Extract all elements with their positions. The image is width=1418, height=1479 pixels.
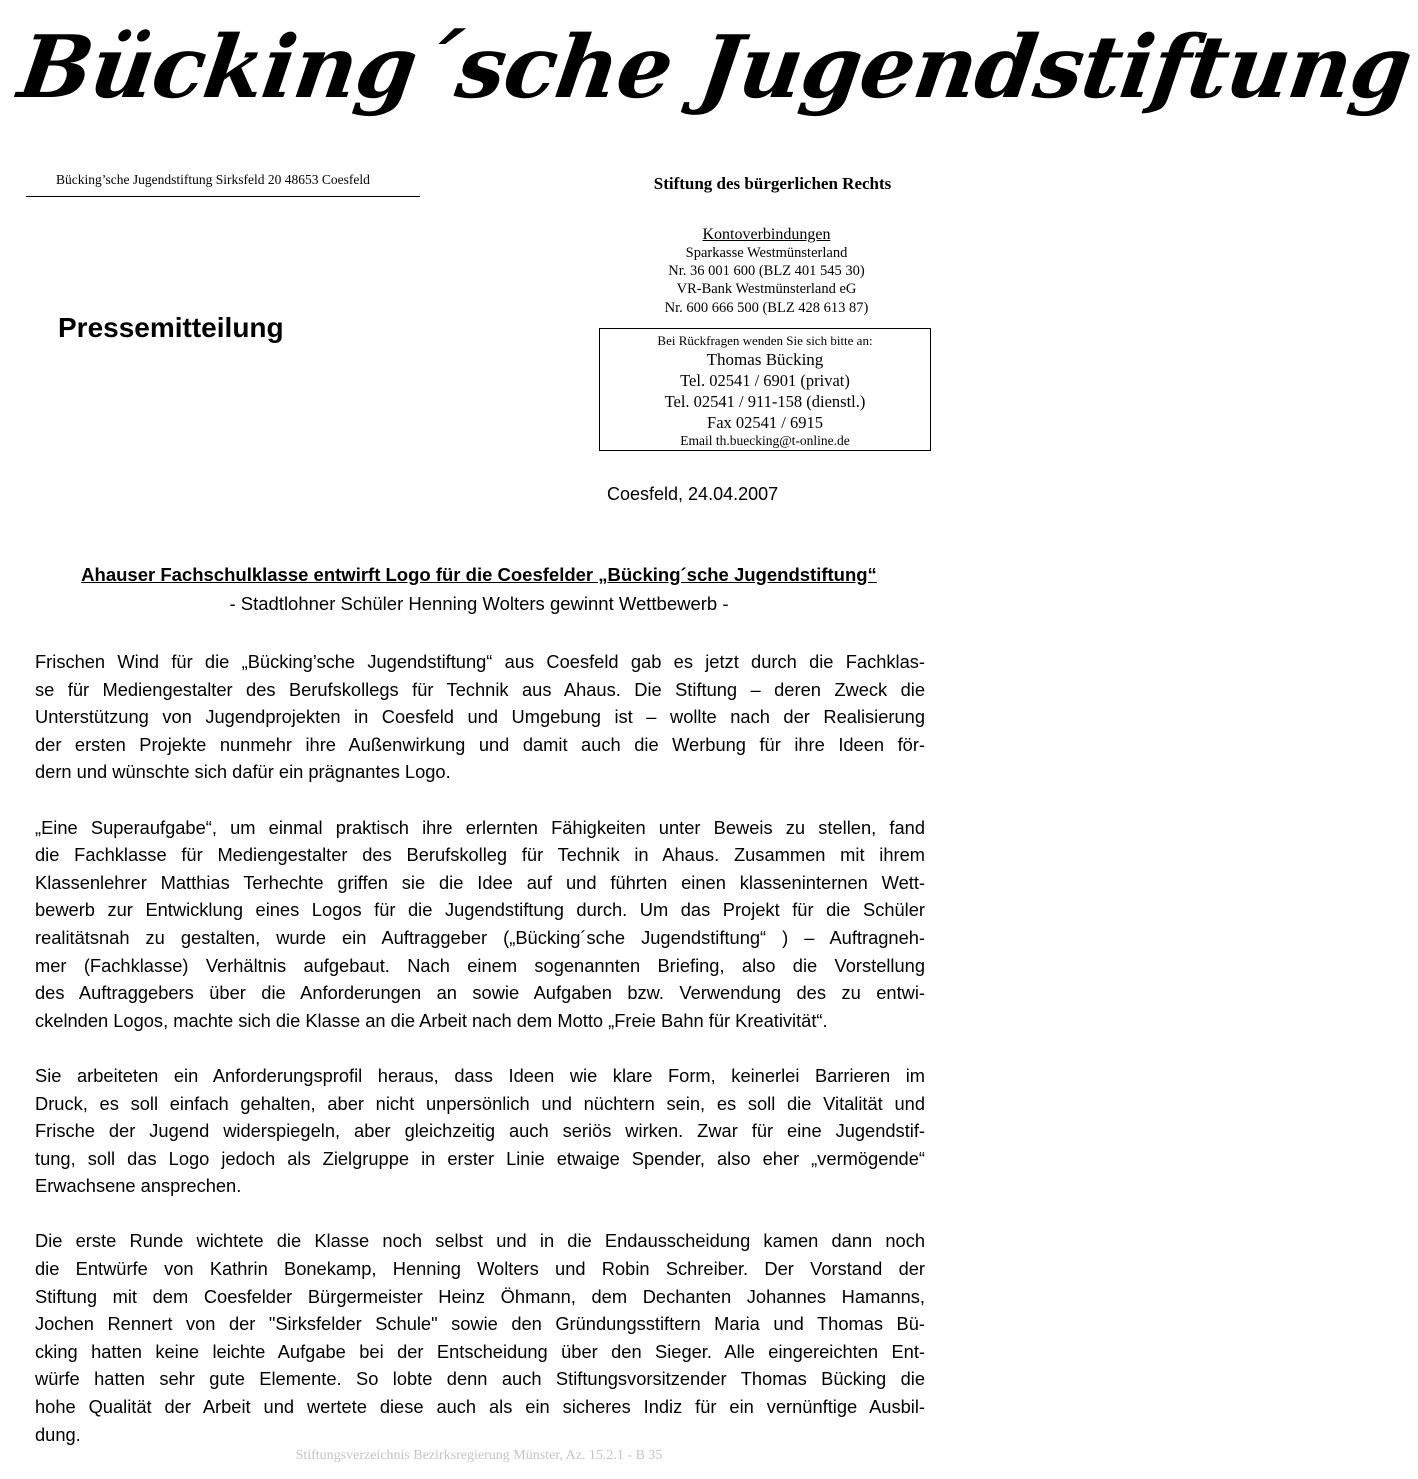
- contact-box: [599, 328, 931, 451]
- article-paragraph: [35, 648, 925, 786]
- contact-name: Thomas Bücking: [706, 350, 824, 369]
- article-line: Sie arbeiteten ein Anforderungsprofil heraus, dass Ideen wie klare Form, keinerlei Barrieren im: [35, 1064, 925, 1086]
- article-paragraph: [35, 814, 925, 1035]
- article-line: würfe hatten sehr gute Elemente. So lobte denn auch Stiftungsvorsitzender Thomas Bücking die: [35, 1368, 925, 1390]
- article-body: [35, 648, 925, 1476]
- article-headline: Ahauser Fachschulklasse entwirft Logo für die Coesfelder „Bücking´sche Jugendstiftung“: [81, 564, 877, 585]
- article-line: Druck, es soll einfach gehalten, aber nicht unpersönlich und nüchtern sein, es soll die Vitalität und: [35, 1092, 925, 1114]
- article-line: mer (Fachklasse) Verhältnis aufgebaut. Nach einem sogenannten Briefing, also die Vorstellung: [35, 954, 925, 976]
- legal-form-label: Stiftung des bürgerlichen Rechts: [653, 174, 892, 193]
- bank-details: [600, 225, 933, 317]
- article-line: Erwachsene ansprechen.: [35, 1175, 242, 1197]
- bank-line: Nr. 600 666 500 (BLZ 428 613 87): [664, 299, 869, 316]
- bank-line: Nr. 36 001 600 (BLZ 401 545 30): [668, 263, 865, 280]
- article-paragraph: [35, 1062, 925, 1200]
- article-line: des Auftraggebers über die Anforderungen an sowie Aufgaben bzw. Verwendung des zu entwi-: [35, 982, 925, 1004]
- article-line: hohe Qualität der Arbeit und wertete diese auch als ein sicheres Indiz für ein vernünftige Ausbil-: [35, 1396, 925, 1418]
- article-line: Frische der Jugend widerspiegeln, aber gleichzeitig auch seriös wirken. Zwar für eine Jugendstif-: [35, 1120, 925, 1142]
- article-line: dung.: [35, 1423, 81, 1445]
- article-line: Stiftung mit dem Coesfelder Bürgermeister Heinz Öhmann, dem Dechanten Johannes Hamanns,: [35, 1285, 925, 1307]
- article-subheadline: - Stadtlohner Schüler Henning Wolters gewinnt Wettbewerb -: [229, 593, 729, 614]
- foundation-masthead: Bücking´sche Jugendstiftung: [12, 17, 1418, 118]
- article-line: Jochen Rennert von der "Sirksfelder Schule" sowie den Gründungsstiftern Maria und Thomas Bü-: [35, 1313, 925, 1335]
- article-line: Die erste Runde wichtete die Klasse noch selbst und in die Endausscheidung kamen dann noch: [35, 1230, 925, 1252]
- article-paragraph: [35, 1227, 925, 1448]
- contact-intro: Bei Rückfragen wenden Sie sich bitte an:: [657, 333, 873, 348]
- article-line: bewerb zur Entwicklung eines Logos für die Jugendstiftung durch. Um das Projekt für die Schüler: [35, 899, 925, 921]
- article-line: „Eine Superaufgabe“, um einmal praktisch ihre erlernten Fähigkeiten unter Beweis zu stellen, fand: [35, 816, 925, 838]
- article-line: Frischen Wind für die „Bücking’sche Jugendstiftung“ aus Coesfeld gab es jetzt durch die Fachklas-: [35, 651, 925, 672]
- article-line: cking hatten keine leichte Aufgabe bei der Entscheidung über den Sieger. Alle eingereichten Ent-: [35, 1340, 925, 1362]
- sender-address-rule: [26, 196, 420, 197]
- article-line: Unterstützung von Jugendprojekten in Coesfeld und Umgebung ist – wollte nach der Realisierung: [35, 706, 925, 728]
- bank-line: Sparkasse Westmünsterland: [685, 245, 848, 261]
- contact-phone-office: Tel. 02541 / 911-158 (dienstl.): [664, 392, 866, 411]
- article-line: ckelnden Logos, machte sich die Klasse an die Arbeit nach dem Motto „Freie Bahn für Kreativität“.: [35, 1009, 828, 1031]
- registry-footer: Stiftungsverzeichnis Bezirksregierung Münster, Az. 15.2.1 - B 35: [295, 1448, 663, 1463]
- bank-details-heading: Kontoverbindungen: [702, 226, 831, 243]
- article-line: der ersten Projekte nunmehr ihre Außenwirkung und damit auch die Werbung für ihre Ideen för-: [35, 733, 925, 755]
- article-line: se für Mediengestalter des Berufskollegs für Technik aus Ahaus. Die Stiftung – deren Zweck die: [35, 678, 925, 700]
- place-date: Coesfeld, 24.04.2007: [607, 484, 779, 504]
- article-line: tung, soll das Logo jedoch als Zielgruppe in erster Linie etwaige Spender, also eher „vermögende“: [35, 1147, 925, 1169]
- contact-email: Email th.buecking@t-online.de: [680, 433, 850, 448]
- article-line: dern und wünschte sich dafür ein prägnantes Logo.: [35, 761, 451, 783]
- contact-fax: Fax 02541 / 6915: [707, 413, 823, 432]
- sender-address-line: Bücking’sche Jugendstiftung Sirksfeld 20 48653 Coesfeld: [56, 172, 370, 187]
- article-line: Klassenlehrer Matthias Terhechte griffen sie die Idee auf und führten einen klasseninternen Wett-: [35, 871, 925, 893]
- bank-line: VR-Bank Westmünsterland eG: [676, 281, 857, 298]
- article-line: die Fachklasse für Mediengestalter des Berufskolleg für Technik in Ahaus. Zusammen mit ihrem: [35, 844, 925, 866]
- contact-phone-private: Tel. 02541 / 6901 (privat): [680, 371, 850, 390]
- document-type-title: Pressemitteilung: [58, 312, 284, 343]
- article-line: realitätsnah zu gestalten, wurde ein Auftraggeber („Bücking´sche Jugendstiftung“ ) – Auftragneh-: [35, 926, 925, 948]
- article-line: die Entwürfe von Kathrin Bonekamp, Henning Wolters und Robin Schreiber. Der Vorstand der: [35, 1258, 925, 1280]
